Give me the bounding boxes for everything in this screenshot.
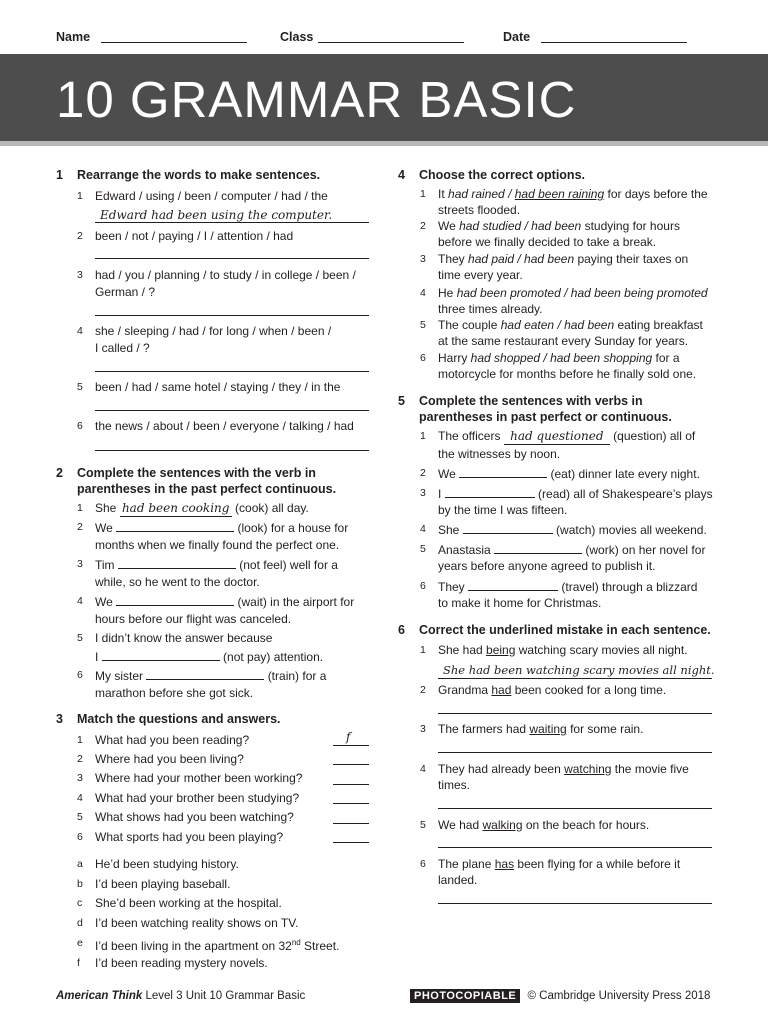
item-text-line2: times. [438, 778, 471, 792]
class-field[interactable] [318, 42, 464, 43]
photocopiable-badge: PHOTOCOPIABLE [410, 989, 520, 1003]
option-letter: f [77, 957, 80, 969]
item-text-line2: German / ? [95, 285, 156, 299]
item-number: 2 [77, 753, 83, 765]
s5-blank-5[interactable] [494, 541, 582, 554]
item-number: 2 [420, 467, 426, 479]
section-number: 3 [56, 712, 63, 726]
s2-blank-6[interactable] [146, 667, 264, 680]
s3-option-a [77, 856, 369, 872]
s1-answer-line-4[interactable] [95, 371, 369, 372]
underlined-mistake: had [491, 683, 512, 697]
s3-question-6 [77, 829, 369, 845]
s2-blank-3[interactable] [118, 556, 236, 569]
item-number: 6 [420, 352, 426, 364]
s1-item-2 [77, 228, 367, 244]
item-text-line2: three times already. [438, 302, 543, 316]
options[interactable]: had eaten / had been [500, 318, 615, 332]
s3-question-5 [77, 809, 369, 825]
s3-option-e [77, 935, 369, 951]
section-number: 4 [398, 168, 405, 182]
item-text: Where had your mother been working? [95, 771, 303, 785]
s3-question-1 [77, 732, 369, 748]
options[interactable]: had paid / had been [468, 252, 575, 266]
s1-item-5 [77, 379, 367, 395]
s4-item-5 [420, 317, 720, 349]
s2-item-2 [77, 519, 369, 553]
item-text: We [438, 219, 460, 233]
page-title: 10 GRAMMAR BASIC [56, 71, 577, 128]
book-title: American Think [56, 990, 143, 1002]
item-number: 4 [420, 523, 426, 535]
section-5-heading [398, 393, 718, 425]
s6-answer-1: She had been watching scary movies all night. [443, 663, 715, 677]
item-number: 2 [420, 220, 426, 232]
option-text: She’d been working at the hospital. [95, 896, 282, 910]
underlined-mistake: walking [482, 818, 523, 832]
s2-blank-5[interactable] [102, 648, 220, 661]
underlined-mistake: waiting [529, 722, 567, 736]
s3-answer-line-4[interactable] [333, 803, 369, 804]
s3-option-c [77, 895, 369, 911]
section-1-heading [56, 167, 356, 183]
s3-option-f [77, 955, 369, 971]
item-text-post: been flying for a while before it [514, 857, 681, 871]
item-text: She [438, 523, 460, 537]
option-text: I’d been playing baseball. [95, 877, 231, 891]
item-number: 6 [77, 420, 83, 432]
item-text: We [438, 467, 456, 481]
option-a[interactable]: had rained / [448, 187, 515, 201]
options[interactable]: had been promoted / had been being promoted [456, 286, 708, 300]
s2-blank-2[interactable] [116, 519, 234, 532]
s5-blank-2[interactable] [459, 465, 547, 478]
option-text-post: Street. [300, 939, 340, 953]
class-label: Class [280, 30, 314, 44]
item-text: They [438, 580, 465, 594]
item-text-line2: years before anyone agreed to publish it. [438, 559, 656, 573]
item-text: The officers [438, 429, 501, 443]
s1-answer-line-1[interactable] [95, 222, 369, 223]
item-number: 1 [77, 190, 83, 202]
item-text: What shows had you been watching? [95, 810, 294, 824]
s5-item-4 [420, 521, 720, 537]
item-number: 3 [420, 723, 426, 735]
section-title-line2: parentheses in the past perfect continuous. [77, 482, 337, 496]
item-text-post: (not pay) attention. [223, 650, 324, 664]
superscript: nd [291, 938, 301, 947]
item-text-post: on the beach for hours. [522, 818, 650, 832]
item-text: We [95, 595, 113, 609]
item-number: 1 [77, 502, 83, 514]
s1-item-3 [77, 267, 367, 301]
section-number: 1 [56, 168, 63, 182]
name-field[interactable] [101, 42, 247, 43]
item-number: 6 [77, 669, 83, 681]
option-letter: a [77, 858, 83, 870]
s2-blank-4[interactable] [116, 593, 234, 606]
s6-item-2 [420, 682, 720, 698]
name-label: Name [56, 30, 91, 44]
s6-item-3 [420, 721, 720, 737]
option-b-selected[interactable]: had been raining [514, 187, 605, 201]
item-text: Grandma [438, 683, 492, 697]
item-text-post: (train) for a [267, 669, 327, 683]
s4-item-3 [420, 251, 720, 283]
s5-item-6 [420, 578, 720, 612]
s5-item-3 [420, 485, 720, 519]
item-text-post: for days before the [604, 187, 708, 201]
s5-item-5 [420, 541, 720, 575]
s2-item-1 [77, 500, 369, 516]
item-text: she / sleeping / had / for long / when / been / [95, 324, 332, 338]
s1-answer-line-3[interactable] [95, 315, 369, 316]
item-text: They [438, 252, 469, 266]
s5-item-1 [420, 428, 720, 462]
s5-blank-6[interactable] [468, 578, 558, 591]
item-number: 3 [420, 253, 426, 265]
section-title: Correct the underlined mistake in each sentence. [419, 623, 711, 637]
item-text: Anastasia [438, 543, 491, 557]
s1-answer-line-6[interactable] [95, 450, 369, 451]
item-number: 6 [420, 858, 426, 870]
item-text-post: paying their taxes on [574, 252, 689, 266]
item-text-post: for a [652, 351, 680, 365]
s1-answer-1: Edward had been using the computer. [100, 208, 333, 222]
item-text: been / had / same hotel / staying / they / in the [95, 380, 341, 394]
s2-item-5 [77, 630, 369, 664]
item-text-post: studying for hours [581, 219, 680, 233]
option-text: I’d been watching reality shows on TV. [95, 916, 299, 930]
s3-question-4 [77, 790, 369, 806]
item-text: We [95, 521, 113, 535]
section-title: Complete the sentences with the verb in [77, 466, 316, 480]
section-6-heading [398, 622, 728, 638]
s2-item-3 [77, 556, 369, 590]
item-text-post: (wait) in the airport for [237, 595, 355, 609]
s1-answer-line-5[interactable] [95, 410, 369, 411]
item-text-line2: at the same restaurant every Sunday for years. [438, 334, 689, 348]
underlined-mistake: has [494, 857, 515, 871]
item-text: I didn’t know the answer because [95, 631, 273, 645]
item-number: 2 [77, 521, 83, 533]
s3-answer-line-1[interactable] [333, 745, 369, 746]
s3-question-3 [77, 770, 369, 786]
s6-answer-line-5[interactable] [438, 847, 712, 848]
item-text-post: (question) all of [613, 429, 696, 443]
s6-answer-line-2[interactable] [438, 713, 712, 714]
option-text: He’d been studying history. [95, 857, 239, 871]
item-number: 5 [420, 819, 426, 831]
item-text: Harry [438, 351, 471, 365]
item-text-line2: streets flooded. [438, 203, 521, 217]
item-text: I [438, 487, 442, 501]
item-text-post: eating breakfast [614, 318, 703, 332]
footer-book-info [56, 990, 305, 1002]
item-text: They had already been [438, 762, 565, 776]
item-text-post: watching scary movies all night. [515, 643, 688, 657]
copyright-text: © Cambridge University Press 2018 [527, 990, 711, 1002]
level-info: Level 3 Unit 10 Grammar Basic [142, 990, 306, 1002]
item-text: What had your brother been studying? [95, 791, 300, 805]
item-text: We had [438, 818, 483, 832]
item-number: 5 [77, 811, 83, 823]
item-text-post: (travel) through a blizzard [561, 580, 698, 594]
options[interactable]: had studied / had been [459, 219, 582, 233]
item-text-post: (read) all of Shakespeare’s plays [538, 487, 713, 501]
item-text: Edward / using / been / computer / had / the [95, 189, 328, 203]
item-number: 4 [77, 595, 83, 607]
item-text-line2: by the time I was fifteen. [438, 503, 568, 517]
item-number: 4 [420, 287, 426, 299]
item-text-line2: the witnesses by noon. [438, 447, 561, 461]
s5-answer-1[interactable]: had questioned [504, 428, 610, 445]
s5-item-2 [420, 465, 720, 481]
item-number: 5 [77, 381, 83, 393]
s3-question-2 [77, 751, 369, 767]
s1-item-4 [77, 323, 367, 357]
s1-item-1 [77, 188, 367, 204]
s2-item-6 [77, 667, 369, 701]
option-text: I’d been living in the apartment on 32 [95, 939, 292, 953]
item-text: had / you / planning / to study / in college / been / [95, 268, 356, 282]
item-text: She [95, 501, 117, 515]
item-text-post: (cook) all day. [235, 501, 309, 515]
s1-item-6 [77, 418, 367, 434]
section-title: Complete the sentences with verbs in [419, 394, 643, 408]
s6-answer-line-1[interactable] [438, 678, 712, 679]
option-text: I’d been reading mystery novels. [95, 956, 268, 970]
s6-answer-line-3[interactable] [438, 752, 712, 753]
section-4-heading [398, 167, 718, 183]
item-number: 3 [77, 269, 83, 281]
s5-blank-4[interactable] [463, 521, 553, 534]
s6-item-1 [420, 642, 720, 658]
footer-copyright [410, 990, 710, 1002]
s2-answer-1[interactable]: had been cooking [120, 500, 232, 517]
item-text: He [438, 286, 457, 300]
item-text: The plane [438, 857, 495, 871]
item-text-post: been cooked for a long time. [511, 683, 667, 697]
item-text-line2: motorcycle for months before he finally sold one. [438, 367, 697, 381]
item-number: 6 [420, 580, 426, 592]
item-text-line2: months when we finally found the perfect one. [95, 538, 340, 552]
item-text-post: (work) on her novel for [585, 543, 706, 557]
item-text-line2: marathon before she got sick. [95, 686, 254, 700]
item-number: 1 [420, 430, 426, 442]
item-text: It [438, 187, 449, 201]
s3-answer-1: f [346, 730, 351, 744]
item-text-post: (watch) movies all weekend. [556, 523, 707, 537]
section-number: 2 [56, 466, 63, 480]
item-number: 6 [77, 831, 83, 843]
item-number: 1 [77, 734, 83, 746]
options[interactable]: had shopped / had been shopping [470, 351, 653, 365]
date-label: Date [503, 30, 531, 44]
s3-option-b [77, 876, 369, 892]
item-text-post: (eat) dinner late every night. [550, 467, 700, 481]
s6-item-6 [420, 856, 720, 888]
option-letter: c [77, 897, 83, 909]
date-field[interactable] [541, 42, 687, 43]
s6-item-4 [420, 761, 720, 793]
s2-item-4 [77, 593, 369, 627]
item-number: 3 [77, 558, 83, 570]
s6-answer-line-6[interactable] [438, 903, 712, 904]
section-title: Match the questions and answers. [77, 712, 281, 726]
section-3-heading [56, 711, 356, 727]
item-text: She had [438, 643, 487, 657]
item-number: 4 [77, 792, 83, 804]
underlined-mistake: watching [564, 762, 612, 776]
item-text: Tim [95, 558, 115, 572]
s3-answer-line-5[interactable] [333, 823, 369, 824]
item-number: 3 [77, 772, 83, 784]
s4-item-6 [420, 350, 720, 382]
s4-item-4 [420, 285, 720, 317]
section-2-heading [56, 465, 356, 497]
option-letter: d [77, 917, 83, 929]
item-number: 1 [420, 188, 426, 200]
section-number: 6 [398, 623, 405, 637]
s6-item-5 [420, 817, 720, 833]
option-letter: e [77, 937, 83, 949]
item-number: 5 [420, 319, 426, 331]
item-number: 4 [420, 763, 426, 775]
s3-answer-line-2[interactable] [333, 764, 369, 765]
item-number: 1 [420, 644, 426, 656]
s3-answer-line-6[interactable] [333, 842, 369, 843]
item-text-post: (look) for a house for [237, 521, 349, 535]
item-text-line2: I called / ? [95, 341, 150, 355]
item-number: 2 [420, 684, 426, 696]
item-text-line2: landed. [438, 873, 478, 887]
item-text: My sister [95, 669, 143, 683]
s3-option-d [77, 915, 369, 931]
item-text-line2: hours before our flight was canceled. [95, 612, 292, 626]
item-number: 4 [77, 325, 83, 337]
title-banner [0, 54, 768, 146]
s1-answer-line-2[interactable] [95, 258, 369, 259]
item-text-post: for some rain. [566, 722, 644, 736]
item-text: The couple [438, 318, 501, 332]
item-text: the news / about / been / everyone / talking / had [95, 419, 354, 433]
section-title: Rearrange the words to make sentences. [77, 168, 321, 182]
s4-item-2 [420, 218, 720, 250]
item-text-line2: before we finally decided to take a break. [438, 235, 657, 249]
s4-item-1 [420, 186, 720, 218]
item-text: What sports had you been playing? [95, 830, 284, 844]
underlined-mistake: being [486, 643, 516, 657]
item-text-line2: I [95, 650, 99, 664]
item-number: 3 [420, 487, 426, 499]
section-title: Choose the correct options. [419, 168, 585, 182]
item-text-post: the movie five [611, 762, 689, 776]
item-text: Where had you been living? [95, 752, 244, 766]
s3-answer-line-3[interactable] [333, 784, 369, 785]
item-text-line2: while, so he went to the doctor. [95, 575, 260, 589]
section-number: 5 [398, 394, 405, 408]
item-text-line2: to make it home for Christmas. [438, 596, 602, 610]
item-text-post: (not feel) well for a [239, 558, 338, 572]
item-number: 5 [77, 632, 83, 644]
item-number: 5 [420, 543, 426, 555]
item-text-line2: time every year. [438, 268, 523, 282]
item-text: The farmers had [438, 722, 530, 736]
option-letter: b [77, 878, 83, 890]
section-title-line2: parentheses in past perfect or continuous. [419, 410, 672, 424]
s6-answer-line-4[interactable] [438, 808, 712, 809]
item-number: 2 [77, 230, 83, 242]
item-text: been / not / paying / I / attention / had [95, 229, 294, 243]
item-text: What had you been reading? [95, 733, 250, 747]
s5-blank-3[interactable] [445, 485, 535, 498]
